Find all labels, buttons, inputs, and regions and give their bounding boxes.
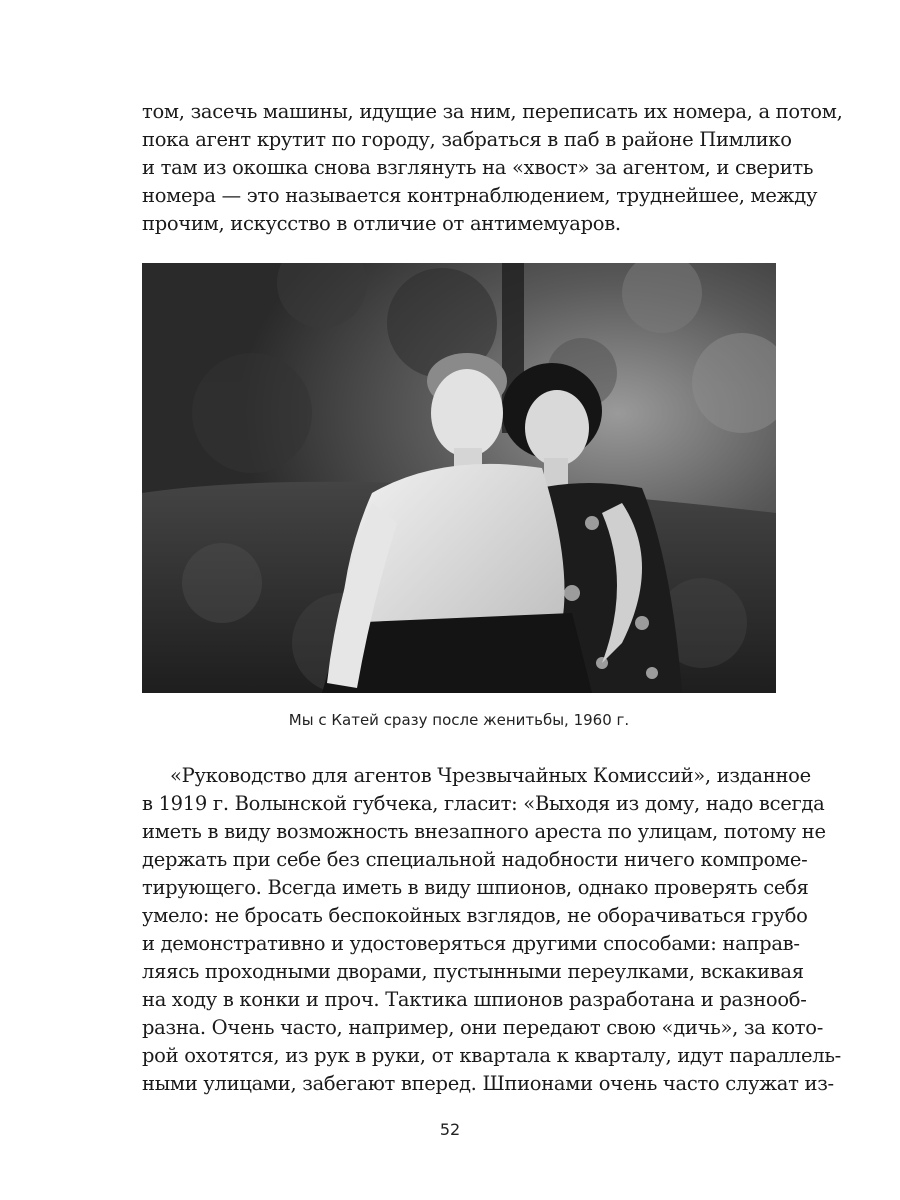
text-line: и демонстративно и удостоверяться другими способами: направ-: [142, 932, 800, 955]
text-line: на ходу в конки и проч. Тактика шпионов разработана и разнооб-: [142, 988, 807, 1011]
text-line: прочим, искусство в отличие от антимемуаров.: [142, 212, 621, 235]
photo-caption: Мы с Катей сразу после женитьбы, 1960 г.: [288, 711, 630, 729]
text-line: разна. Очень часто, например, они передают свою «дичь», за кото-: [142, 1016, 824, 1039]
text-line: рой охотятся, из рук в руки, от квартала к кварталу, идут параллель-: [142, 1044, 841, 1067]
text-line: том, засечь машины, идущие за ним, переписать их номера, а потом,: [142, 100, 843, 123]
text-line: ляясь проходными дворами, пустынными переулками, вскакивая: [142, 960, 804, 983]
photo-couple: [142, 263, 776, 693]
bottom-paragraph: [142, 762, 841, 1098]
text-line: умело: не бросать беспокойных взглядов, не оборачиваться грубо: [142, 904, 808, 927]
text-line: иметь в виду возможность внезапного ареста по улицам, потому не: [142, 820, 826, 843]
text-line: и там из окошка снова взглянуть на «хвост» за агентом, и сверить: [142, 156, 814, 179]
text-line: тирующего. Всегда иметь в виду шпионов, однако проверять себя: [142, 876, 809, 899]
text-line: в 1919 г. Волынской губчека, гласит: «Выходя из дому, надо всегда: [142, 792, 825, 815]
text-line: пока агент крутит по городу, забраться в паб в районе Пимлико: [142, 128, 792, 151]
text-line: «Руководство для агентов Чрезвычайных Комиссий», изданное: [170, 764, 811, 787]
top-paragraph: [142, 98, 843, 238]
text-line: держать при себе без специальной надобности ничего компроме-: [142, 848, 808, 871]
text-line: ными улицами, забегают вперед. Шпионами очень часто служат из-: [142, 1072, 834, 1095]
page-number: 52: [439, 1120, 461, 1139]
text-line: номера — это называется контрнаблюдением, труднейшее, между: [142, 184, 818, 207]
